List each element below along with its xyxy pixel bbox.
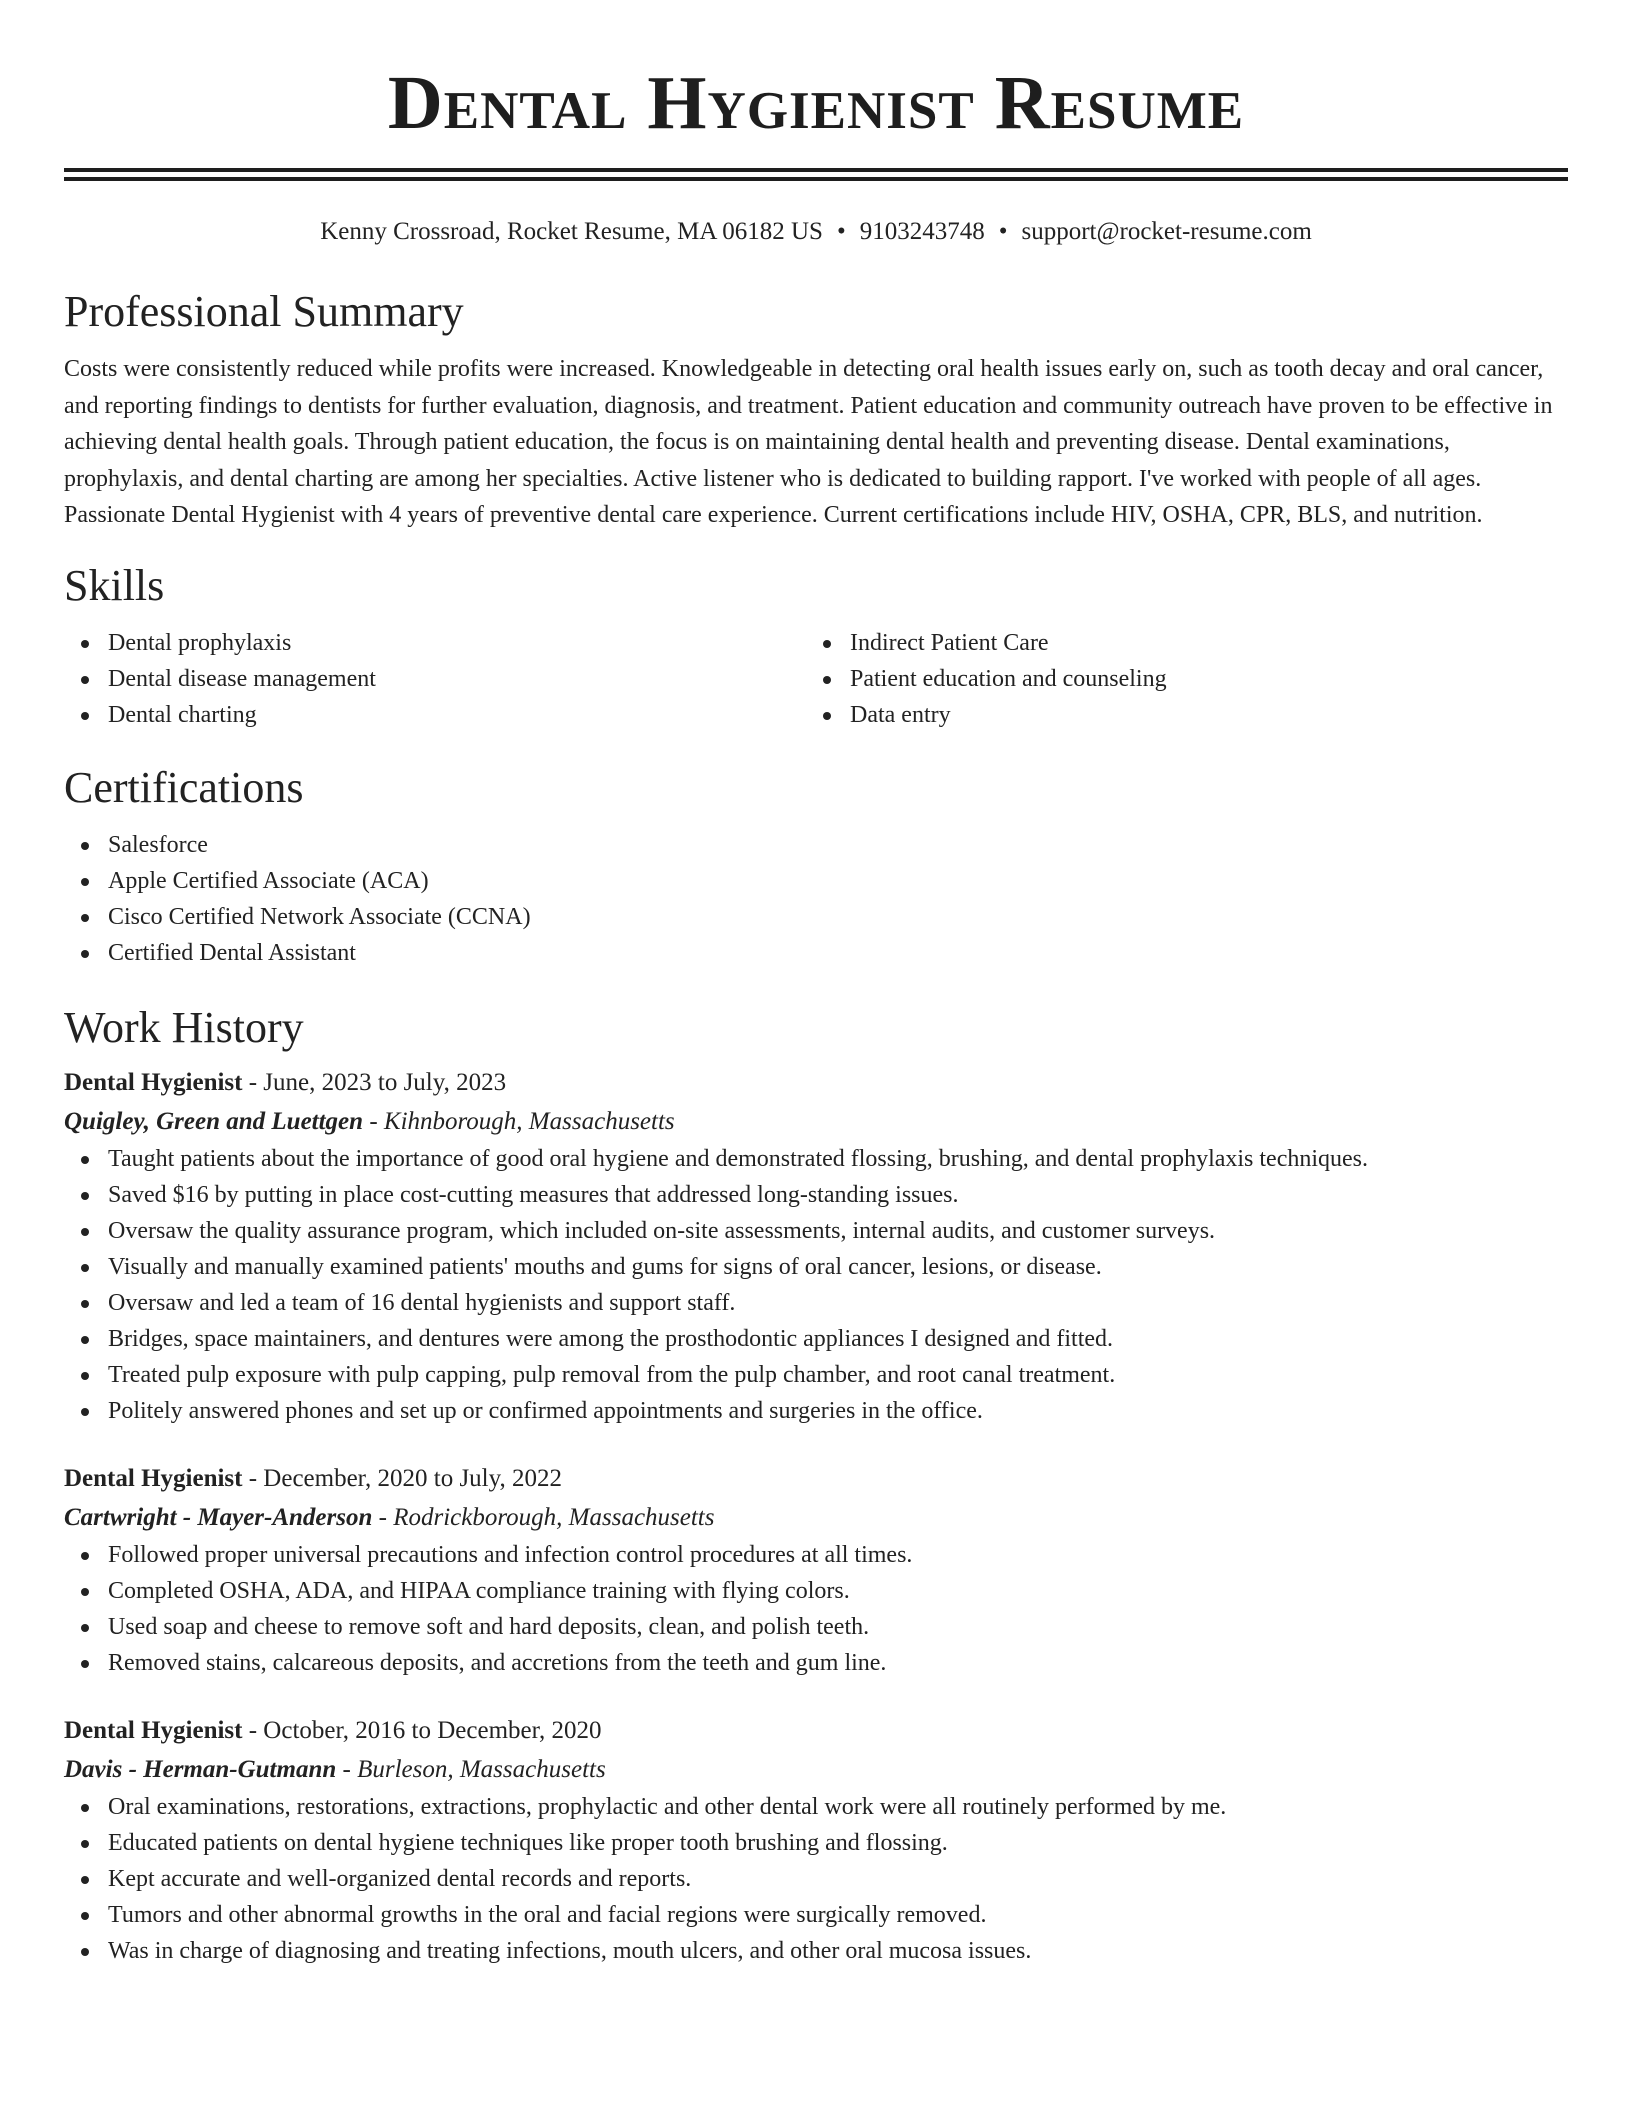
job-header	[64, 1459, 1568, 1498]
job-location: - Burleson, Massachusetts	[336, 1755, 606, 1783]
job-bullet: Visually and manually examined patients' mouths and gums for signs of oral cancer, lesions, or disease.	[64, 1249, 1568, 1285]
job-bullet: Educated patients on dental hygiene techniques like proper tooth brushing and flossing.	[64, 1825, 1568, 1861]
job-bullet: Completed OSHA, ADA, and HIPAA compliance training with flying colors.	[64, 1573, 1568, 1609]
skills-grid	[64, 625, 1568, 733]
job-bullet: Was in charge of diagnosing and treating infections, mouth ulcers, and other oral mucosa issues.	[64, 1933, 1568, 1969]
job-title: Dental Hygienist	[64, 1068, 243, 1096]
summary-text: Costs were consistently reduced while profits were increased. Knowledgeable in detecting oral health issues early on, such as tooth decay and oral cancer, and reporting findings to dentists for further evaluation, diagnosis, and treatment. Patient education and community outreach have proven to be effective in achieving dental health goals. Through patient education, the focus is on maintaining dental health and preventing disease. Dental examinations, prophylaxis, and dental charting are among her specialties. Active listener who is dedicated to building rapport. I've worked with people of all ages. Passionate Dental Hygienist with 4 years of preventive dental care experience. Current certifications include HIV, OSHA, CPR, BLS, and nutrition.	[64, 356, 1553, 528]
contact-phone: 9103243748	[859, 218, 985, 245]
certification-item: Cisco Certified Network Associate (CCNA)	[64, 899, 1568, 935]
job-location: - Kihnborough, Massachusetts	[363, 1107, 675, 1135]
skill-item: Dental prophylaxis	[64, 625, 806, 661]
resume-page	[64, 0, 1568, 1969]
job-bullet: Taught patients about the importance of good oral hygiene and demonstrated flossing, brushing, and dental prophylaxis techniques.	[64, 1141, 1568, 1177]
job-bullet: Treated pulp exposure with pulp capping, pulp removal from the pulp chamber, and root canal treatment.	[64, 1357, 1568, 1393]
job-company-line	[64, 1498, 1568, 1537]
summary-heading: Professional Summary	[64, 287, 464, 336]
contact-email[interactable]: support@rocket-resume.com	[1021, 218, 1312, 245]
certification-item: Salesforce	[64, 827, 1568, 863]
job-dates: - October, 2016 to December, 2020	[242, 1716, 602, 1744]
skill-item: Dental charting	[64, 697, 806, 733]
job-header	[64, 1711, 1568, 1750]
contact-line	[64, 215, 1568, 249]
job-bullets	[64, 1141, 1568, 1429]
job-company: Quigley, Green and Luettgen	[64, 1107, 364, 1135]
job-company: Davis - Herman-Gutmann	[64, 1755, 337, 1783]
job-bullets	[64, 1537, 1568, 1681]
job-bullets	[64, 1789, 1568, 1969]
job-bullet: Kept accurate and well-organized dental records and reports.	[64, 1861, 1568, 1897]
summary-section	[64, 285, 1568, 534]
job-company-line	[64, 1102, 1568, 1141]
work-history-heading: Work History	[64, 1002, 304, 1052]
contact-separator: •	[836, 218, 846, 245]
contact-address: Kenny Crossroad, Rocket Resume, MA 06182 US	[320, 218, 823, 245]
job-header	[64, 1063, 1568, 1102]
certifications-list	[64, 827, 1568, 971]
skills-column-right	[806, 625, 1548, 733]
work-history-section	[64, 1001, 1568, 1969]
skills-heading: Skills	[64, 560, 165, 610]
skills-column-left	[64, 625, 806, 733]
skill-item: Data entry	[806, 697, 1548, 733]
job-bullet: Followed proper universal precautions and infection control procedures at all times.	[64, 1537, 1568, 1573]
job-entry	[64, 1063, 1568, 1429]
skill-item: Patient education and counseling	[806, 661, 1548, 697]
job-dates: - June, 2023 to July, 2023	[242, 1068, 507, 1096]
job-dates: - December, 2020 to July, 2022	[242, 1464, 562, 1492]
job-bullet: Oral examinations, restorations, extractions, prophylactic and other dental work were all routinely performed by me.	[64, 1789, 1568, 1825]
job-bullet: Removed stains, calcareous deposits, and accretions from the teeth and gum line.	[64, 1645, 1568, 1681]
title-divider-thin	[64, 177, 1568, 181]
certifications-heading: Certifications	[64, 762, 304, 812]
job-bullet: Saved $16 by putting in place cost-cutting measures that addressed long-standing issues.	[64, 1177, 1568, 1213]
job-entry	[64, 1711, 1568, 1969]
contact-separator: •	[998, 218, 1008, 245]
job-company-line	[64, 1750, 1568, 1789]
title-divider-thick	[64, 168, 1568, 172]
job-company: Cartwright - Mayer-Anderson	[64, 1503, 373, 1531]
certification-item: Apple Certified Associate (ACA)	[64, 863, 1568, 899]
job-title: Dental Hygienist	[64, 1716, 243, 1744]
job-bullet: Oversaw the quality assurance program, which included on-site assessments, internal audits, and customer surveys.	[64, 1213, 1568, 1249]
skill-item: Indirect Patient Care	[806, 625, 1548, 661]
job-title: Dental Hygienist	[64, 1464, 243, 1492]
job-bullet: Tumors and other abnormal growths in the oral and facial regions were surgically removed.	[64, 1897, 1568, 1933]
resume-title: Dental Hygienist Resume	[387, 61, 1245, 145]
certifications-section	[64, 761, 1568, 971]
job-bullet: Oversaw and led a team of 16 dental hygienists and support staff.	[64, 1285, 1568, 1321]
job-bullet: Politely answered phones and set up or confirmed appointments and surgeries in the office.	[64, 1393, 1568, 1429]
job-bullet: Used soap and cheese to remove soft and hard deposits, clean, and polish teeth.	[64, 1609, 1568, 1645]
certification-item: Certified Dental Assistant	[64, 935, 1568, 971]
job-entry	[64, 1459, 1568, 1681]
job-bullet: Bridges, space maintainers, and dentures were among the prosthodontic appliances I designed and fitted.	[64, 1321, 1568, 1357]
skills-section	[64, 559, 1568, 733]
job-location: - Rodrickborough, Massachusetts	[372, 1503, 715, 1531]
skill-item: Dental disease management	[64, 661, 806, 697]
